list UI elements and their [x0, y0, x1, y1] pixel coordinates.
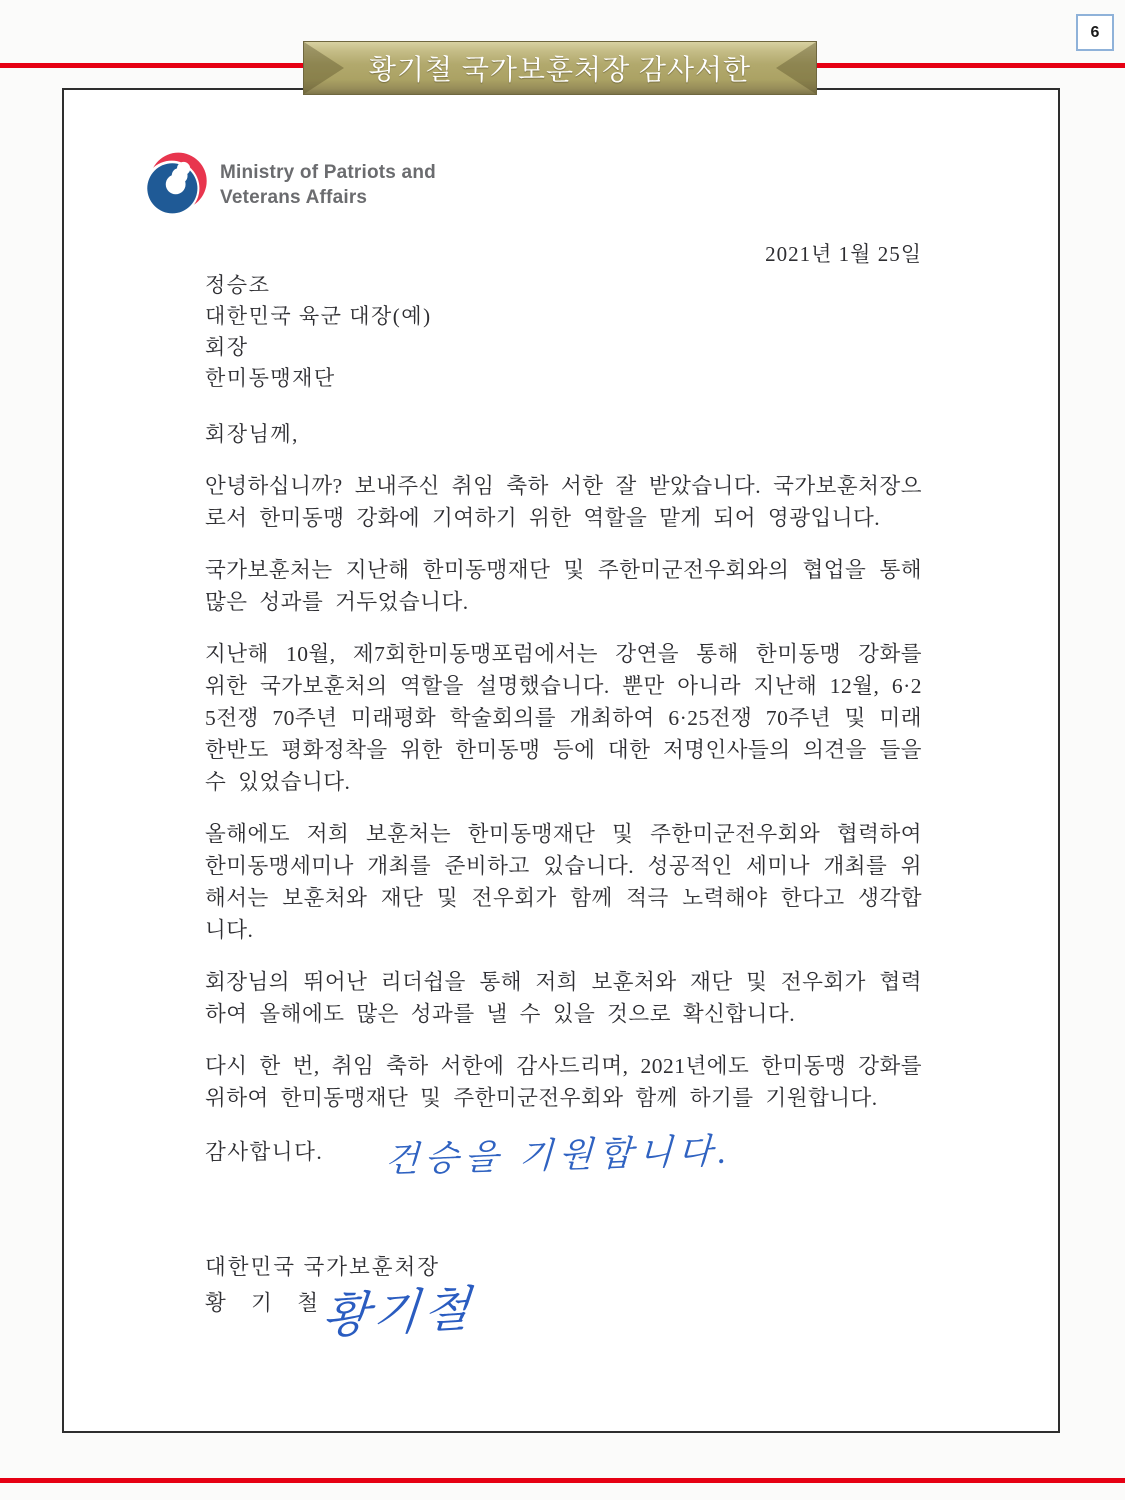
signer-name: 황 기 철 — [205, 1291, 329, 1315]
closing-row — [205, 1131, 922, 1188]
ministry-logo-row — [142, 152, 922, 218]
ministry-wordmark-line2: Veterans Affairs — [220, 187, 368, 208]
header-banner — [303, 41, 817, 95]
banner-title: 황기철 국가보훈처장 감사서한 — [368, 54, 752, 85]
recipient-rank: 대한민국 육군 대장(예) — [205, 304, 432, 328]
bottom-red-rule — [0, 1478, 1125, 1483]
taegeuk-emblem-icon — [142, 152, 208, 218]
letter-content — [64, 90, 1058, 1431]
body-paragraph: 회장님의 뛰어난 리더쉽을 통해 저희 보훈처와 재단 및 전우회가 협력하여 올해에도 많은 성과를 낼 수 있을 것으로 확신합니다. — [205, 970, 922, 1026]
page-number: 6 — [1090, 23, 1100, 41]
page-number-box — [1076, 14, 1114, 51]
recipient-block — [205, 270, 922, 394]
body-paragraph: 국가보훈처는 지난해 한미동맹재단 및 주한미군전우회와의 협업을 통해 많은 성과를 거두었습니다. — [205, 558, 922, 614]
letter-sheet — [62, 88, 1060, 1433]
handwritten-signature: 황기철 — [320, 1282, 476, 1345]
recipient-title: 회장 — [205, 335, 249, 359]
signer-title: 대한민국 국가보훈처장 — [205, 1255, 441, 1279]
letter-date: 2021년 1월 25일 — [765, 242, 922, 266]
closing-phrase: 감사합니다. — [205, 1140, 324, 1164]
ministry-wordmark — [220, 160, 436, 210]
salutation: 회장님께, — [205, 422, 299, 446]
signature-block — [205, 1250, 922, 1345]
recipient-name: 정승조 — [205, 273, 271, 297]
body-paragraph: 올해에도 저희 보훈처는 한미동맹재단 및 주한미군전우회와 협력하여 한미동맹세미나 개최를 준비하고 있습니다. 성공적인 세미나 개최를 위해서는 보훈처와 재단 및 전우회가 함께 적극 노력해야 한다고 생각합니다. — [205, 822, 922, 942]
handwritten-note: 건승을 기원합니다. — [384, 1131, 734, 1180]
recipient-org: 한미동맹재단 — [205, 366, 336, 390]
body-paragraph: 다시 한 번, 취임 축하 서한에 감사드리며, 2021년에도 한미동맹 강화를 위하여 한미동맹재단 및 주한미군전우회와 함께 하기를 기원합니다. — [205, 1054, 922, 1110]
body-paragraph: 지난해 10월, 제7회한미동맹포럼에서는 강연을 통해 한미동맹 강화를 위한 국가보훈처의 역할을 설명했습니다. 뿐만 아니라 지난해 12월, 6·25전쟁 70주년 미래평화 학술회의를 개최하여 6·25전쟁 70주년 및 미래 한반도 평화정착을 위한 한미동맹 등에 대한 저명인사들의 의견을 들을 수 있었습니다. — [205, 642, 922, 794]
body-paragraph: 안녕하십니까? 보내주신 취임 축하 서한 잘 받았습니다. 국가보훈처장으로서 한미동맹 강화에 기여하기 위한 역할을 맡게 되어 영광입니다. — [205, 474, 922, 530]
ministry-wordmark-line1: Ministry of Patriots and — [220, 162, 436, 183]
